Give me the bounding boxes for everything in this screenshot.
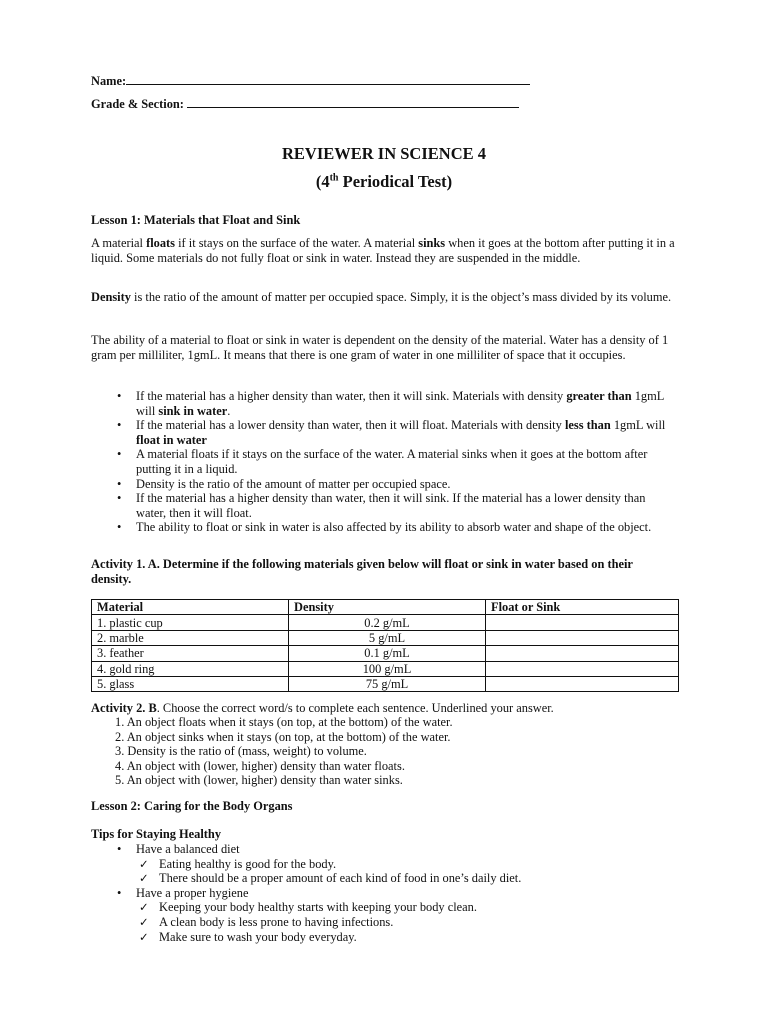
- list-item: • If the material has a higher density than water, then it will sink. If the material has a lower density than water, then it will float.: [91, 491, 676, 520]
- density-cell: 100 g/mL: [289, 661, 486, 676]
- lesson1-para-float-sink: A material floats if it stays on the surface of the water. A material sinks when it goes at the bottom after putting it in a liquid. Some materials do not fully float or sink in water. Instead they are suspended in the middle.: [91, 236, 675, 265]
- tip-checklist: [136, 857, 676, 886]
- list-item: 1. An object floats when it stays (on top, at the bottom) of the water.: [115, 715, 453, 729]
- table-row: [92, 630, 679, 645]
- answer-cell[interactable]: [486, 646, 679, 661]
- list-item: 2. An object sinks when it stays (on top, at the bottom) of the water.: [115, 729, 451, 744]
- tips-list: [91, 842, 676, 944]
- activity2-heading: Activity 2. B. Choose the correct word/s to complete each sentence. Underlined your answer.: [91, 701, 554, 715]
- list-item: 5. An object with (lower, higher) density than water sinks.: [115, 773, 403, 788]
- lesson2-heading: Lesson 2: Caring for the Body Organs: [91, 799, 293, 813]
- document-subtitle: (4th Periodical Test): [315, 172, 453, 191]
- list-item: • A material floats if it stays on the surface of the water. A material sinks when it goes at the bottom after putting it in a liquid.: [91, 447, 676, 476]
- answer-cell[interactable]: [486, 615, 679, 630]
- table-row: [92, 615, 679, 630]
- activity2-item-list: [91, 715, 676, 788]
- list-item: 3. Density is the ratio of (mass, weight) to volume.: [115, 744, 367, 759]
- material-cell: 5. glass: [92, 676, 289, 691]
- document-title: REVIEWER IN SCIENCE 4: [281, 144, 486, 163]
- list-item: [91, 886, 676, 944]
- name-field: [91, 72, 530, 89]
- tip-label: Have a proper hygiene: [136, 885, 249, 900]
- density-cell: 75 g/mL: [289, 676, 486, 691]
- answer-cell[interactable]: [486, 630, 679, 645]
- list-item: • If the material has a higher density than water, then it will sink. Materials with density greater than 1gmL will sink in water.: [91, 389, 676, 418]
- table-row: [92, 676, 679, 691]
- checklist-item: ✓ Keeping your body healthy starts with keeping your body clean.: [136, 900, 676, 915]
- lesson1-para-ability: The ability of a material to float or sink in water is dependent on the density of the material. Water has a density of 1 gram per milliliter, 1gmL. It means that there is one gram of water in one milliliter of space that it occupies.: [91, 333, 669, 362]
- column-header-float-or-sink: Float or Sink: [486, 600, 679, 615]
- density-cell: 0.2 g/mL: [289, 615, 486, 630]
- density-cell: 5 g/mL: [289, 630, 486, 645]
- lesson1-heading: Lesson 1: Materials that Float and Sink: [91, 213, 301, 227]
- grade-section-blank-line: [187, 95, 519, 108]
- list-item: [91, 842, 676, 886]
- list-item: 4. An object with (lower, higher) density than water floats.: [115, 758, 405, 773]
- tip-checklist: [136, 900, 676, 944]
- material-cell: 2. marble: [92, 630, 289, 645]
- column-header-material: Material: [92, 600, 289, 615]
- density-table: [91, 599, 679, 692]
- tip-label: Have a balanced diet: [136, 842, 240, 856]
- material-cell: 1. plastic cup: [92, 615, 289, 630]
- density-cell: 0.1 g/mL: [289, 646, 486, 661]
- checklist-item: ✓ Eating healthy is good for the body.: [136, 857, 676, 872]
- name-label: Name:: [91, 74, 127, 88]
- activity1-heading: Activity 1. A. Determine if the following materials given below will float or sink in water based on their density.: [91, 557, 633, 586]
- name-blank-line: [126, 72, 530, 85]
- list-item: • The ability to float or sink in water is also affected by its ability to absorb water and shape of the object.: [91, 520, 676, 535]
- list-item: • If the material has a lower density than water, then it will float. Materials with density less than 1gmL will float in water: [91, 418, 676, 447]
- answer-cell[interactable]: [486, 661, 679, 676]
- grade-section-field: [91, 95, 519, 112]
- answer-cell[interactable]: [486, 676, 679, 691]
- tips-heading: Tips for Staying Healthy: [91, 827, 222, 841]
- lesson1-para-density: Density is the ratio of the amount of matter per occupied space. Simply, it is the object’s mass divided by its volume.: [91, 290, 672, 304]
- grade-section-label: Grade & Section:: [91, 97, 184, 111]
- table-header-row: [92, 600, 679, 615]
- checklist-item: ✓ Make sure to wash your body everyday.: [136, 930, 676, 945]
- list-item: • Density is the ratio of the amount of matter per occupied space.: [91, 477, 676, 492]
- lesson1-bullet-list: [91, 389, 676, 535]
- table-row: [92, 646, 679, 661]
- material-cell: 4. gold ring: [92, 661, 289, 676]
- material-cell: 3. feather: [92, 646, 289, 661]
- table-row: [92, 661, 679, 676]
- checklist-item: ✓ There should be a proper amount of each kind of food in one’s daily diet.: [136, 871, 676, 886]
- checklist-item: ✓ A clean body is less prone to having infections.: [136, 915, 676, 930]
- column-header-density: Density: [289, 600, 486, 615]
